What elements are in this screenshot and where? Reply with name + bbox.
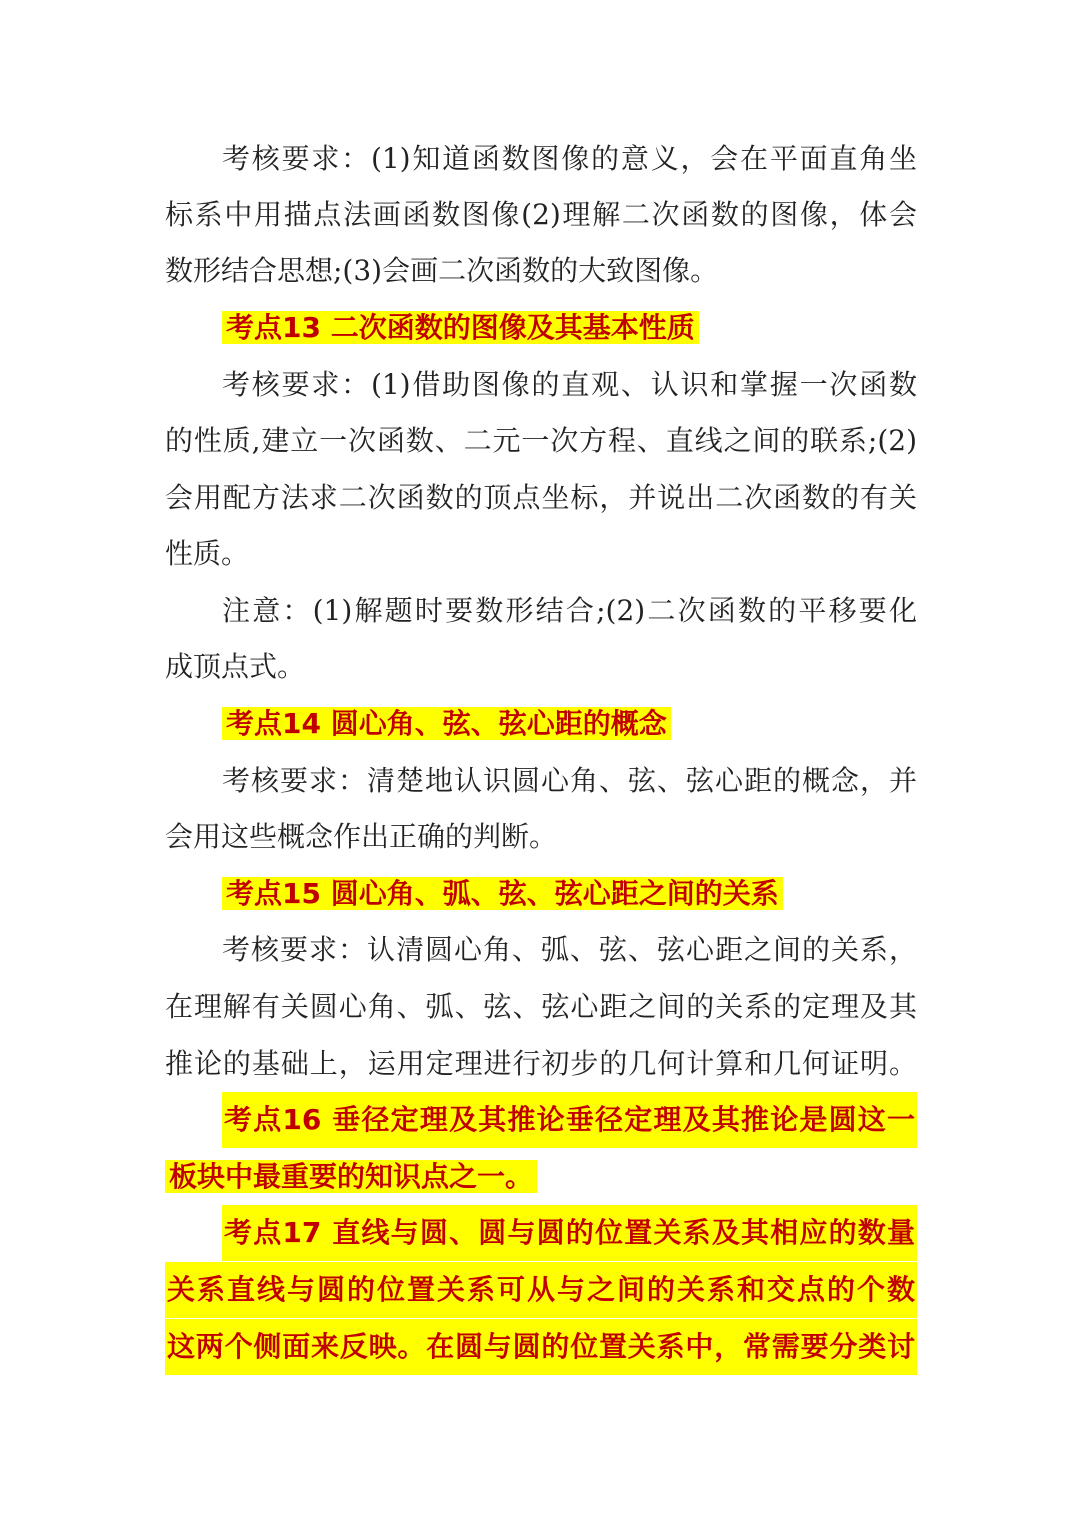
- highlighted-heading-text: 关系直线与圆的位置关系可从与之间的关系和交点的个数: [165, 1262, 917, 1318]
- section-heading-13: [222, 300, 917, 356]
- paragraph-line: 在理解有关圆心角、弧、弦、弦心距之间的关系的定理及其: [165, 990, 917, 1023]
- highlighted-heading-text: 这两个侧面来反映。在圆与圆的位置关系中，常需要分类讨: [165, 1319, 917, 1375]
- section-heading-16-cont: [165, 1149, 917, 1205]
- highlighted-heading-text: 考点17 直线与圆、圆与圆的位置关系及其相应的数量: [222, 1205, 917, 1261]
- paragraph-line: 标系中用描点法画函数图像(2)理解二次函数的图像，体会: [165, 198, 917, 231]
- paragraph-line: 会用这些概念作出正确的判断。: [165, 820, 558, 853]
- paragraph-line: 考核要求：认清圆心角、弧、弦、弦心距之间的关系，: [222, 933, 917, 966]
- section-heading-14: [222, 696, 917, 752]
- paragraph-line: 的性质,建立一次函数、二元一次方程、直线之间的联系;(2): [165, 424, 917, 457]
- section-heading-17-cont: [165, 1262, 917, 1318]
- section-heading-16: [222, 1092, 917, 1148]
- paragraph-line: 考核要求：清楚地认识圆心角、弦、弦心距的概念，并: [222, 764, 917, 797]
- paragraph-line: 会用配方法求二次函数的顶点坐标，并说出二次函数的有关: [165, 481, 917, 514]
- section-heading-15: [222, 866, 917, 922]
- highlighted-heading-text: 考点15 圆心角、弧、弦、弦心距之间的关系: [222, 877, 783, 910]
- highlighted-heading-text: 考点13 二次函数的图像及其基本性质: [222, 311, 699, 344]
- highlighted-heading-text: 考点16 垂径定理及其推论垂径定理及其推论是圆这一: [222, 1092, 917, 1148]
- highlighted-heading-text: 板块中最重要的知识点之一。: [165, 1160, 537, 1193]
- section-heading-17: [222, 1205, 917, 1261]
- note-line: 成顶点式。: [165, 650, 306, 683]
- section-heading-17-cont: [165, 1319, 917, 1375]
- highlighted-heading-text: 考点14 圆心角、弦、弦心距的概念: [222, 707, 671, 740]
- paragraph-line: 考核要求：(1)借助图像的直观、认识和掌握一次函数: [222, 368, 917, 401]
- paragraph-line: 考核要求：(1)知道函数图像的意义，会在平面直角坐: [222, 142, 917, 175]
- paragraph-line: 推论的基础上，运用定理进行初步的几何计算和几何证明。: [165, 1047, 917, 1080]
- paragraph-line: 数形结合思想;(3)会画二次函数的大致图像。: [165, 254, 719, 287]
- paragraph-line: 性质。: [165, 537, 250, 570]
- note-line: 注意：(1)解题时要数形结合;(2)二次函数的平移要化: [222, 594, 917, 627]
